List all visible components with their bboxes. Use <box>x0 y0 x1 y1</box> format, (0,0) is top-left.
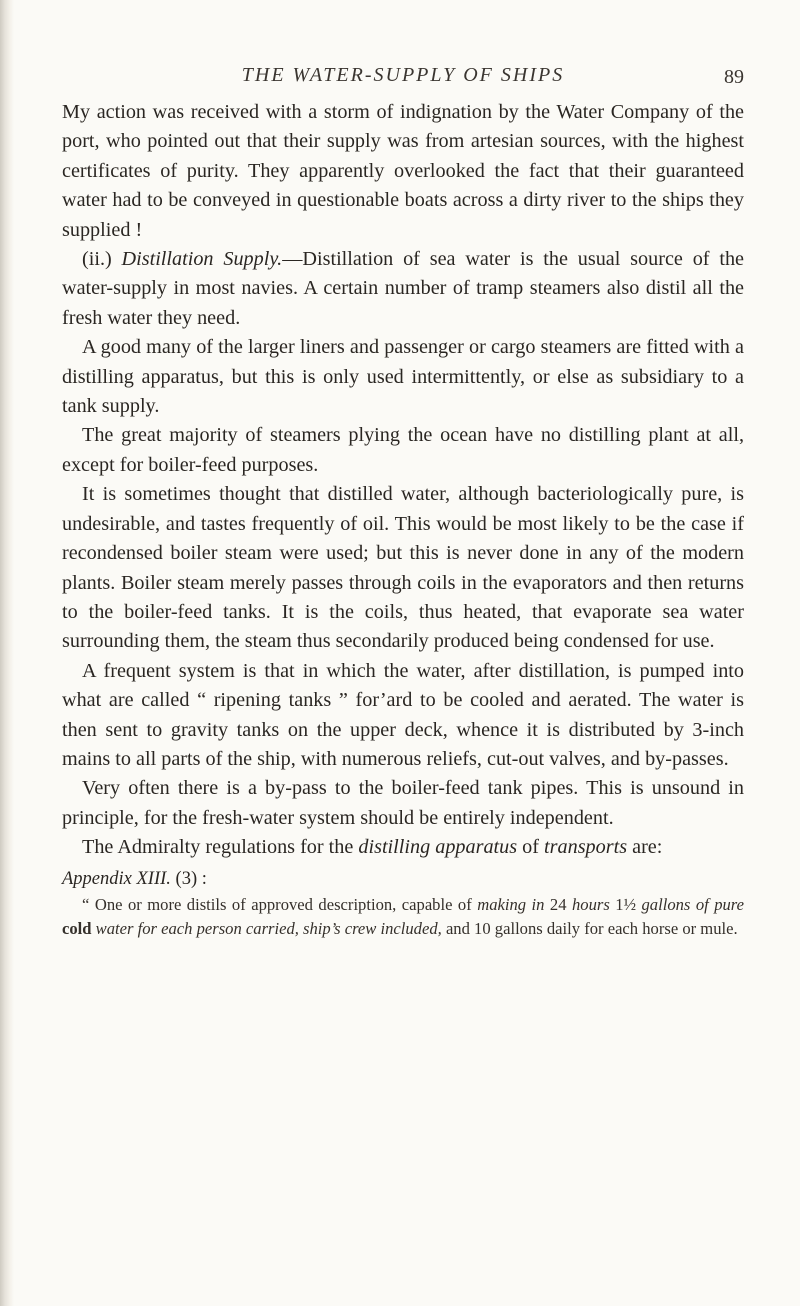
paragraph-3: A good many of the larger liners and passenger or cargo steamers are fitted with a distilling apparatus, but this is only used intermittently, or else as subsidiary to a tank supply. <box>62 336 744 418</box>
paragraph-7: Very often there is a by-pass to the boiler-feed tank pipes. This is unsound in principle, for the fresh-water system should be entirely independent. <box>62 777 744 829</box>
quote-emphasis-4: water for each person carried, ship’s crew included, <box>95 919 442 939</box>
quote-emphasis-3: gallons of pure <box>641 894 745 914</box>
running-head <box>62 62 744 92</box>
paragraph-8 <box>62 833 744 862</box>
paragraph-4: The great majority of steamers plying the ocean have no distilling plant at all, except for boiler-feed purposes. <box>62 424 744 476</box>
section-heading: Distillation Supply. <box>121 248 283 271</box>
quote-emphasis-2: hours <box>572 894 610 914</box>
paragraph-1: My action was received with a storm of indignation by the Water Company of the port, who pointed out that their supply was from artesian sources, with the highest certificates of purity. They apparently overlooked the fact that their guaranteed water had to be conveyed in questionable boats across a dirty river to the ships they supplied ! <box>62 101 744 241</box>
paragraph-2 <box>62 245 744 333</box>
emphasis-transports: transports <box>544 836 628 859</box>
book-page <box>62 62 744 942</box>
paragraph-5: It is sometimes thought that distilled water, although bacteriologically pure, is undesirable, and tastes frequently of oil. This would be most likely to be the case if recondensed boiler steam were used; but this is never done in any of the modern plants. Boiler steam merely passes through coils in the evaporators and then returns to the boiler-feed tanks. It is the coils, thus heated, that evaporate sea water surrounding them, the steam thus secondarily produced being condensed for use. <box>62 483 744 653</box>
paragraph-6: A frequent system is that in which the water, after distillation, is pumped into what are called “ ripening tanks ” for’ard to be cooled and aerated. The water is then sent to gravity tanks on the upper deck, whence it is distributed by 3-inch mains to all parts of the ship, with numerous reliefs, cut-out valves, and by-passes. <box>62 659 744 770</box>
paragraph-8-text-b: of <box>517 836 545 859</box>
quote-text-c: 1½ <box>609 894 642 914</box>
paragraph-8-text-c: are: <box>627 836 663 859</box>
quote-text-b: 24 <box>544 894 572 914</box>
paragraph-2-text: —Distillation of sea water is the usual source of the water-supply in most navies. A certain number of tramp steamers also distil all the fresh water they need. <box>62 248 744 329</box>
section-number: (ii.) <box>82 248 122 271</box>
book-gutter-shadow <box>0 0 14 1306</box>
page-number: 89 <box>724 66 744 88</box>
appendix-number: (3) : <box>170 868 207 889</box>
quote-text-a: “ One or more distils of approved description, capable of <box>82 894 478 914</box>
appendix-reference <box>62 865 744 893</box>
quote-text-d: and 10 gallons daily for each horse or mule. <box>441 919 738 939</box>
emphasis-distilling-apparatus: distilling apparatus <box>358 836 518 859</box>
appendix-label: Appendix XIII. <box>62 868 171 889</box>
running-title: THE WATER-SUPPLY OF SHIPS <box>241 64 565 86</box>
quote-bold-cold: cold <box>62 919 96 939</box>
paragraph-8-text-a: The Admiralty regulations for the <box>82 836 359 859</box>
quote-emphasis-1: making in <box>477 894 545 914</box>
regulation-quote <box>62 893 744 942</box>
